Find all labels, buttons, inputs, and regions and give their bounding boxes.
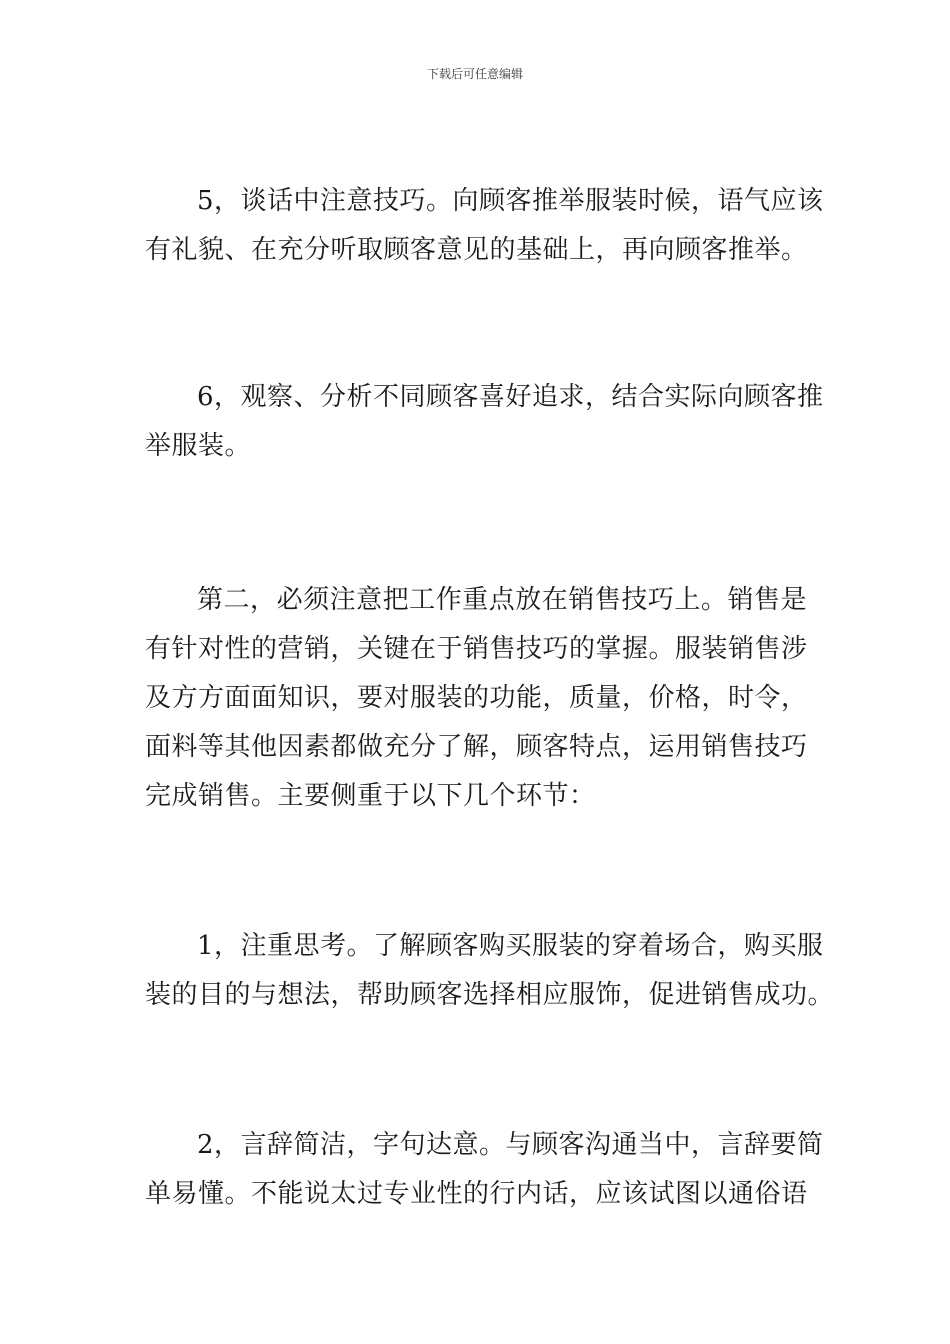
paragraph-5-conversation-skills xyxy=(145,177,824,275)
page-header: 下载后可任意编辑 xyxy=(426,67,523,81)
paragraph-line: 2，言辞简洁，字句达意。与顾客沟通当中，言辞要简 xyxy=(197,1130,824,1160)
paragraph-1-focus-thinking xyxy=(145,922,835,1020)
paragraph-second-sales-skills xyxy=(145,576,807,821)
paragraph-2-concise-words xyxy=(145,1121,824,1219)
paragraph-line: 装的目的与想法，帮助顾客选择相应服饰，促进销售成功。 xyxy=(145,980,835,1010)
paragraph-line: 1，注重思考。了解顾客购买服装的穿着场合，购买服 xyxy=(197,931,824,961)
paragraph-line: 举服装。 xyxy=(145,431,252,461)
paragraph-line: 面料等其他因素都做充分了解，顾客特点，运用销售技巧 xyxy=(145,732,808,762)
paragraph-line: 单易懂。不能说太过专业性的行内话，应该试图以通俗语 xyxy=(145,1179,808,1209)
paragraph-line: 6，观察、分析不同顾客喜好追求，结合实际向顾客推 xyxy=(197,382,824,412)
paragraph-line: 5，谈话中注意技巧。向顾客推举服装时候，语气应该 xyxy=(197,186,824,216)
paragraph-line: 有礼貌、在充分听取顾客意见的基础上，再向顾客推举。 xyxy=(145,235,808,265)
paragraph-line: 有针对性的营销，关键在于销售技巧的掌握。服装销售涉 xyxy=(145,634,808,664)
paragraph-line: 完成销售。主要侧重于以下几个环节： xyxy=(145,781,596,811)
paragraph-6-observe-preferences xyxy=(145,373,824,471)
paragraph-line: 第二，必须注意把工作重点放在销售技巧上。销售是 xyxy=(197,585,807,615)
paragraph-line: 及方方面面知识，要对服装的功能，质量，价格，时令， xyxy=(145,683,808,713)
